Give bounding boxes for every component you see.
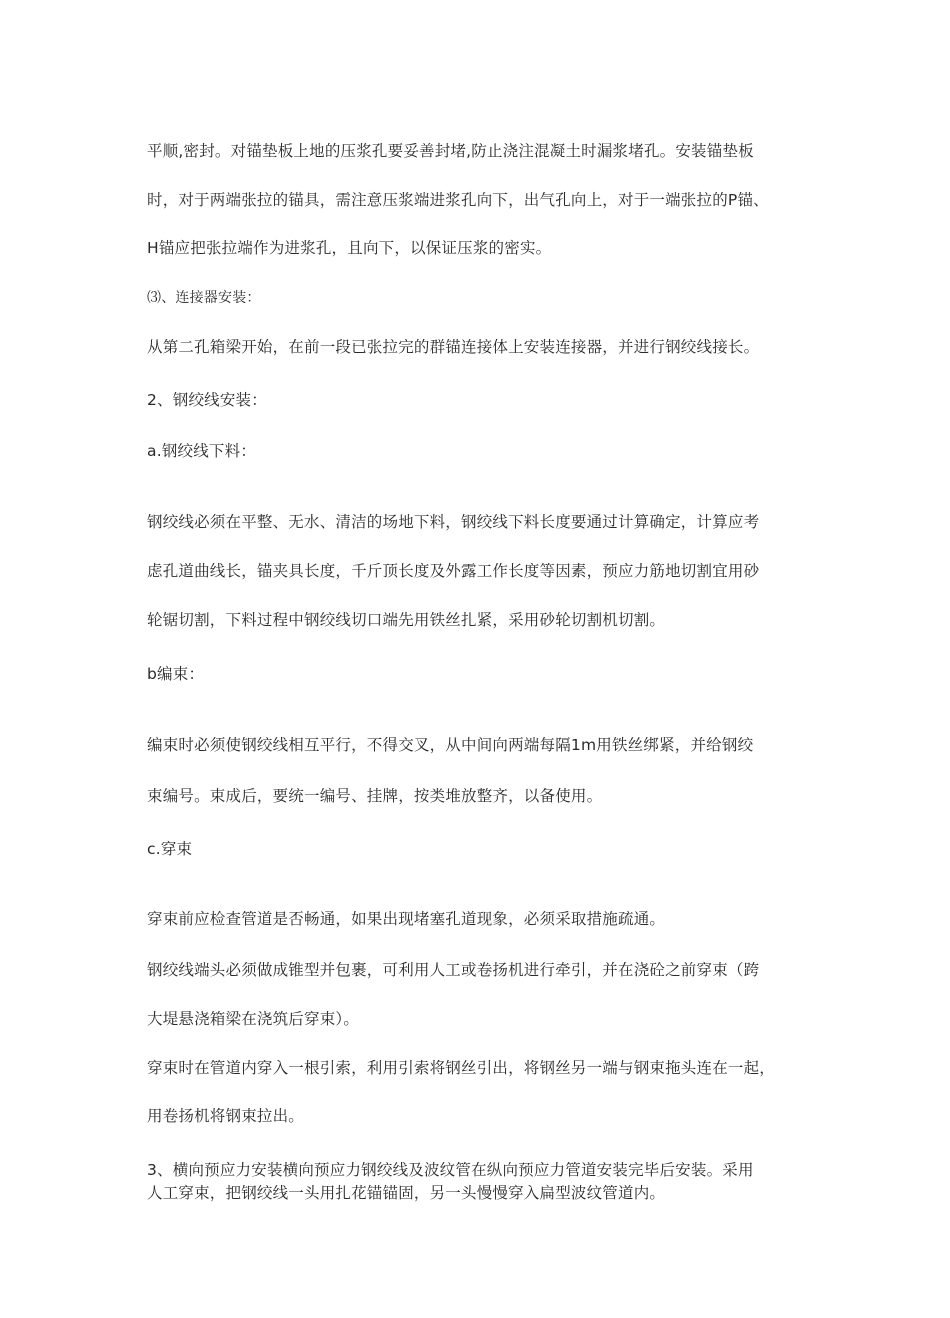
text-line: 钢绞线必须在平整、无水、清洁的场地下料，钢绞线下料长度要通过计算确定，计算应考 (147, 513, 760, 531)
text-line: H锚应把张拉端作为进浆孔，且向下，以保证压浆的密实。 (147, 239, 552, 257)
text-line: 用卷扬机将钢束拉出。 (147, 1107, 305, 1125)
section-heading: 3、横向预应力安装横向预应力钢绞线及波纹管在纵向预应力管道安装完毕后安装。采用 (147, 1161, 754, 1179)
subsection-heading: c.穿束 (147, 840, 193, 858)
text-line: 束编号。束成后，要统一编号、挂牌，按类堆放整齐，以备使用。 (147, 787, 603, 805)
text-line: 大堤悬浇箱梁在浇筑后穿束）。 (147, 1010, 360, 1028)
text-line: 穿束时在管道内穿入一根引索，利用引索将钢丝引出，将钢丝另一端与钢束拖头连在一起， (147, 1059, 776, 1077)
text-line: 编束时必须使钢绞线相互平行，不得交叉，从中间向两端每隔1m用铁丝绑紧，并给钢绞 (147, 736, 754, 754)
text-line: 人工穿束，把钢绞线一头用扎花锚锚固，另一头慢慢穿入扁型波纹管道内。 (147, 1184, 666, 1202)
subsection-heading: ⑶、连接器安装： (147, 290, 261, 306)
text-line: 时，对于两端张拉的锚具，需注意压浆端进浆孔向下，出气孔向上，对于一端张拉的P锚、 (147, 191, 769, 209)
text-line: 从第二孔箱梁开始，在前一段已张拉完的群锚连接体上安装连接器，并进行钢绞线接长。 (147, 338, 760, 356)
text-line: 穿束前应检查管道是否畅通，如果出现堵塞孔道现象，必须采取措施疏通。 (147, 910, 666, 928)
text-line: 钢绞线端头必须做成锥型并包裹，可利用人工或卷扬机进行牵引，并在浇砼之前穿束（跨 (147, 961, 760, 979)
text-line: 虑孔道曲线长，锚夹具长度，千斤顶长度及外露工作长度等因素，预应力筋地切割宜用砂 (147, 562, 760, 580)
subsection-heading: b编束： (147, 665, 205, 683)
text-line: 轮锯切割，下料过程中钢绞线切口端先用铁丝扎紧，采用砂轮切割机切割。 (147, 611, 666, 629)
section-heading: 2、钢绞线安装： (147, 391, 267, 409)
subsection-heading: a.钢绞线下料： (147, 442, 257, 460)
text-line: 平顺,密封。对锚垫板上地的压浆孔要妥善封堵,防止浇注混凝土时漏浆堵孔。安装锚垫板 (147, 142, 754, 160)
